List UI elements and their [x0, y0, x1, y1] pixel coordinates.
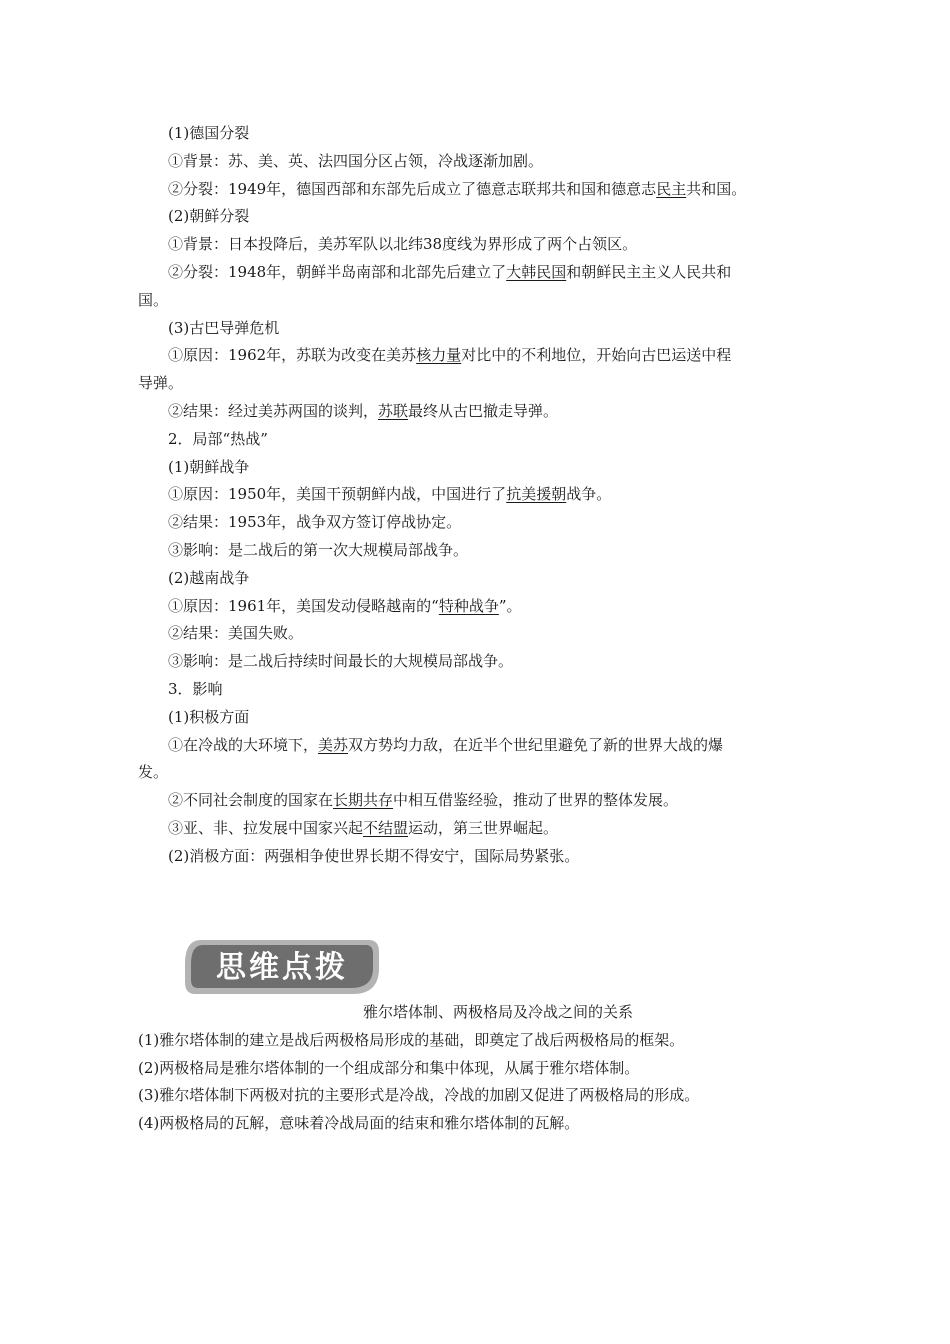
answer-blank: 不结盟 [363, 818, 409, 837]
line-text: ①在冷战的大环境下， [168, 735, 319, 754]
line-text: 最终从古巴撤走导弹。 [408, 401, 559, 420]
line-text: ②分裂：1948年，朝鲜半岛南部和北部先后建立了 [168, 262, 507, 281]
text-line [138, 509, 818, 537]
line-text: ②不同社会制度的国家在 [168, 791, 334, 810]
thinking-tips-badge [183, 934, 381, 1000]
tips-item: (1)雅尔塔体制的建立是战后两极格局形成的基础，即奠定了战后两极格局的框架。 [138, 1030, 685, 1049]
line-text: (2)朝鲜分裂 [168, 207, 250, 226]
line-text: ②结果：美国失败。 [168, 624, 304, 643]
answer-blank: 核力量 [416, 346, 462, 365]
answer-blank: 苏联 [378, 401, 409, 420]
line-text: 共和国。 [686, 179, 747, 198]
document-body [138, 120, 818, 871]
tips-title: 雅尔塔体制、两极格局及冷战之间的关系 [362, 1003, 633, 1021]
answer-blank: 美苏 [318, 735, 349, 754]
text-line [138, 704, 818, 732]
line-text: 对比中的不利地位，开始向古巴运送中程 [461, 346, 732, 365]
text-line [138, 648, 818, 676]
answer-blank: 抗美援朝 [506, 485, 567, 504]
text-line [138, 287, 818, 315]
line-text: (1)积极方面 [168, 707, 250, 726]
line-text: ③影响：是二战后的第一次大规模局部战争。 [168, 540, 469, 559]
line-text: 国。 [138, 290, 169, 309]
text-line [138, 203, 818, 231]
line-text: (3)古巴导弹危机 [168, 318, 280, 337]
text-line [138, 370, 818, 398]
line-text: (2)消极方面：两强相争使世界长期不得安宁，国际局势紧张。 [168, 846, 580, 865]
line-text: (1)德国分裂 [168, 124, 250, 142]
answer-blank: 大韩民国 [506, 262, 567, 281]
line-text: ①背景：苏、美、英、法四国分区占领，冷战逐渐加剧。 [168, 151, 544, 170]
text-line [138, 787, 818, 815]
text-line [138, 620, 818, 648]
line-text: ①原因：1962年，苏联为改变在美苏 [168, 346, 417, 365]
line-text: ③亚、非、拉发展中国家兴起 [168, 818, 364, 837]
text-line [138, 148, 818, 176]
tips-item: (3)雅尔塔体制下两极对抗的主要形式是冷战，冷战的加剧又促进了两极格局的形成。 [138, 1086, 700, 1105]
text-line [138, 426, 818, 454]
line-text: ②分裂：1949年，德国西部和东部先后成立了德意志联邦共和国和德意志 [168, 179, 657, 198]
text-line [138, 120, 818, 148]
line-text: 3．影响 [168, 679, 223, 698]
line-text: ③影响：是二战后持续时间最长的大规模局部战争。 [168, 652, 514, 671]
line-text: 中相互借鉴经验，推动了世界的整体发展。 [393, 791, 679, 810]
text-line [138, 759, 818, 787]
thinking-tips-section [138, 999, 818, 1138]
line-text: 2．局部“热战” [168, 429, 268, 448]
answer-blank: 民主 [656, 179, 687, 198]
text-line [138, 565, 818, 593]
line-text: (2)越南战争 [168, 568, 250, 587]
text-line [138, 259, 818, 287]
line-text: ①背景：日本投降后，美苏军队以北纬38度线为界形成了两个占领区。 [168, 235, 638, 254]
text-line [138, 231, 818, 259]
text-line [138, 176, 818, 204]
line-text: ”。 [498, 596, 522, 615]
text-line [138, 454, 818, 482]
line-text: ②结果：1953年，战争双方签订停战协定。 [168, 513, 462, 532]
text-line [138, 481, 818, 509]
text-line [138, 843, 818, 871]
text-line [138, 537, 818, 565]
text-line [138, 815, 818, 843]
text-line [138, 676, 818, 704]
tips-item: (2)两极格局是雅尔塔体制的一个组成部分和集中体现，从属于雅尔塔体制。 [138, 1058, 640, 1077]
answer-blank: 特种战争 [438, 596, 499, 615]
answer-blank: 长期共存 [333, 791, 394, 810]
line-text: 战争。 [566, 485, 612, 504]
line-text: ①原因：1950年，美国干预朝鲜内战，中国进行了 [168, 485, 507, 504]
line-text: (1)朝鲜战争 [168, 457, 250, 476]
line-text: ②结果：经过美苏两国的谈判， [168, 401, 379, 420]
text-line [138, 732, 818, 760]
line-text: 和朝鲜民主主义人民共和 [566, 262, 732, 281]
line-text: 双方势均力敌，在近半个世纪里避免了新的世界大战的爆 [348, 735, 724, 754]
line-text: 导弹。 [138, 374, 184, 393]
text-line [138, 342, 818, 370]
text-line [138, 315, 818, 343]
line-text: ①原因：1961年，美国发动侵略越南的“ [168, 596, 439, 615]
line-text: 发。 [138, 763, 169, 782]
line-text: 运动，第三世界崛起。 [408, 818, 559, 837]
badge-label: 思维点拨 [216, 950, 348, 985]
text-line [138, 593, 818, 621]
tips-item: (4)两极格局的瓦解，意味着冷战局面的结束和雅尔塔体制的瓦解。 [138, 1114, 580, 1133]
text-line [138, 398, 818, 426]
